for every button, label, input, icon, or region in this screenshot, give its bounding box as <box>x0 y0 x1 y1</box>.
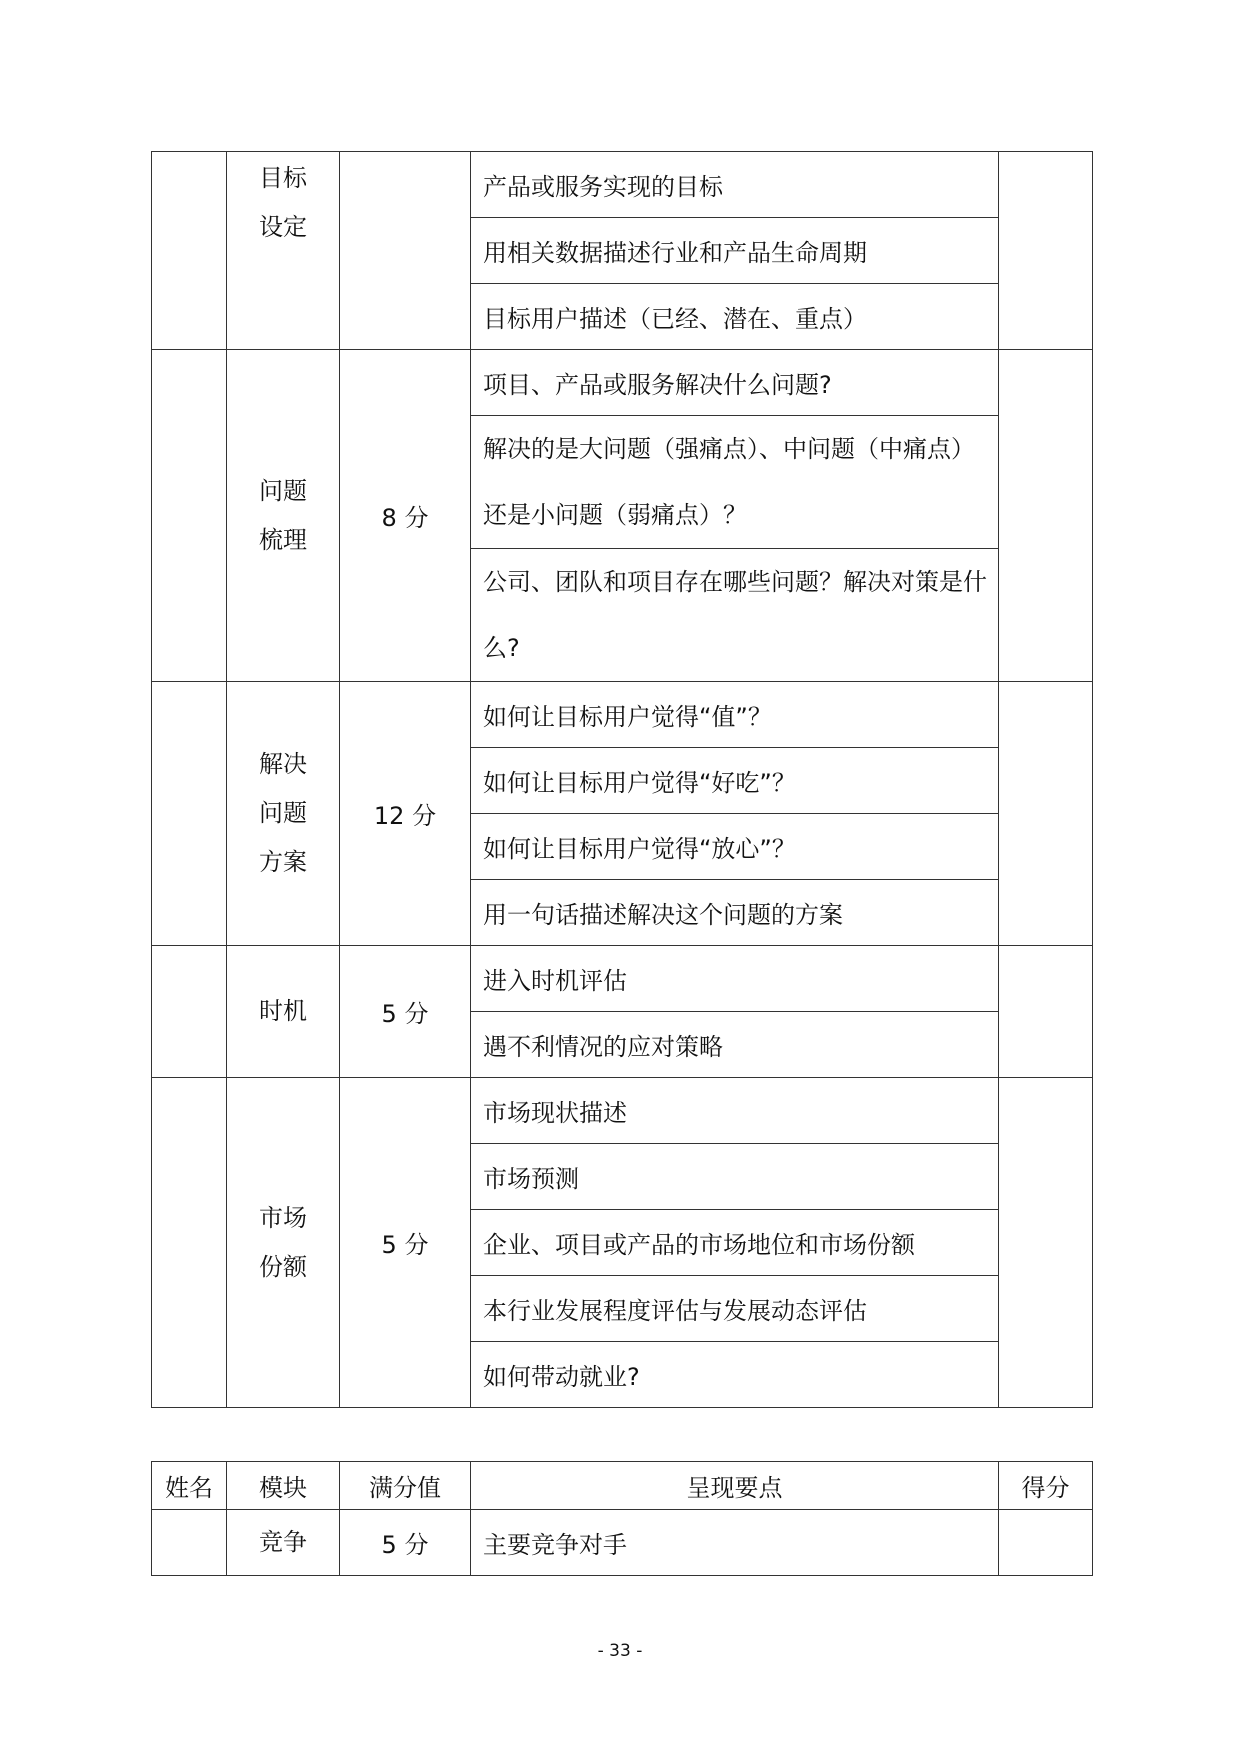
table-row <box>152 1078 1093 1144</box>
name-cell <box>152 152 227 350</box>
header-full-score: 满分值 <box>340 1462 471 1510</box>
module-cell: 竞争 <box>227 1510 340 1576</box>
table-row <box>152 946 1093 1012</box>
point-cell: 公司、团队和项目存在哪些问题？解决对策是什么? <box>471 549 999 682</box>
result-cell <box>999 682 1093 946</box>
point-cell: 用一句话描述解决这个问题的方案 <box>471 880 999 946</box>
table-row <box>152 350 1093 416</box>
score-cell: 5 分 <box>340 1078 471 1408</box>
point-cell: 如何让目标用户觉得“值”？ <box>471 682 999 748</box>
name-cell <box>152 682 227 946</box>
point-cell: 市场现状描述 <box>471 1078 999 1144</box>
point-cell: 如何让目标用户觉得“好吃”？ <box>471 748 999 814</box>
module-label-line: 市场 <box>259 1203 307 1232</box>
module-label-line: 时机 <box>259 997 307 1025</box>
scoring-table-main <box>151 151 1093 1408</box>
point-cell: 目标用户描述（已经、潜在、重点） <box>471 284 999 350</box>
name-cell <box>152 946 227 1078</box>
score-cell: 8 分 <box>340 350 471 682</box>
point-cell: 如何带动就业? <box>471 1342 999 1408</box>
module-cell <box>227 350 340 682</box>
point-cell: 遇不利情况的应对策略 <box>471 1012 999 1078</box>
module-label-line: 问题 <box>259 476 307 505</box>
header-result: 得分 <box>999 1462 1093 1510</box>
score-cell: 5 分 <box>340 1510 471 1576</box>
module-label-line: 份额 <box>259 1252 307 1281</box>
module-cell <box>227 1078 340 1408</box>
module-label-line: 问题 <box>259 799 307 827</box>
result-cell <box>999 1078 1093 1408</box>
module-label-line: 解决 <box>259 750 307 778</box>
point-cell: 主要竞争对手 <box>471 1510 999 1576</box>
point-cell: 项目、产品或服务解决什么问题? <box>471 350 999 416</box>
module-label-line: 目标 <box>259 164 307 192</box>
point-cell: 企业、项目或产品的市场地位和市场份额 <box>471 1210 999 1276</box>
result-cell <box>999 350 1093 682</box>
result-cell <box>999 946 1093 1078</box>
result-cell <box>999 152 1093 350</box>
module-label-line: 梳理 <box>259 525 307 554</box>
module-cell <box>227 152 340 350</box>
score-cell: 12 分 <box>340 682 471 946</box>
point-cell: 产品或服务实现的目标 <box>471 152 999 218</box>
header-row <box>152 1462 1093 1510</box>
result-cell <box>999 1510 1093 1576</box>
point-cell: 本行业发展程度评估与发展动态评估 <box>471 1276 999 1342</box>
point-cell: 用相关数据描述行业和产品生命周期 <box>471 218 999 284</box>
module-label-line: 方案 <box>259 848 307 876</box>
module-cell <box>227 946 340 1078</box>
name-cell <box>152 1510 227 1576</box>
name-cell <box>152 350 227 682</box>
module-cell <box>227 682 340 946</box>
point-cell: 进入时机评估 <box>471 946 999 1012</box>
table-row <box>152 1510 1093 1576</box>
table-row <box>152 152 1093 218</box>
scoring-table-second <box>151 1461 1093 1576</box>
score-cell: 5 分 <box>340 946 471 1078</box>
score-cell <box>340 152 471 350</box>
module-label-line: 设定 <box>259 213 307 241</box>
header-name: 姓名 <box>152 1462 227 1510</box>
header-module: 模块 <box>227 1462 340 1510</box>
point-cell: 如何让目标用户觉得“放心”？ <box>471 814 999 880</box>
page-number: - 33 - <box>597 1641 643 1661</box>
header-key-points: 呈现要点 <box>471 1462 999 1510</box>
table-row <box>152 682 1093 748</box>
point-cell: 解决的是大问题（强痛点）、中问题（中痛点）还是小问题（弱痛点）？ <box>471 416 999 549</box>
point-cell: 市场预测 <box>471 1144 999 1210</box>
name-cell <box>152 1078 227 1408</box>
